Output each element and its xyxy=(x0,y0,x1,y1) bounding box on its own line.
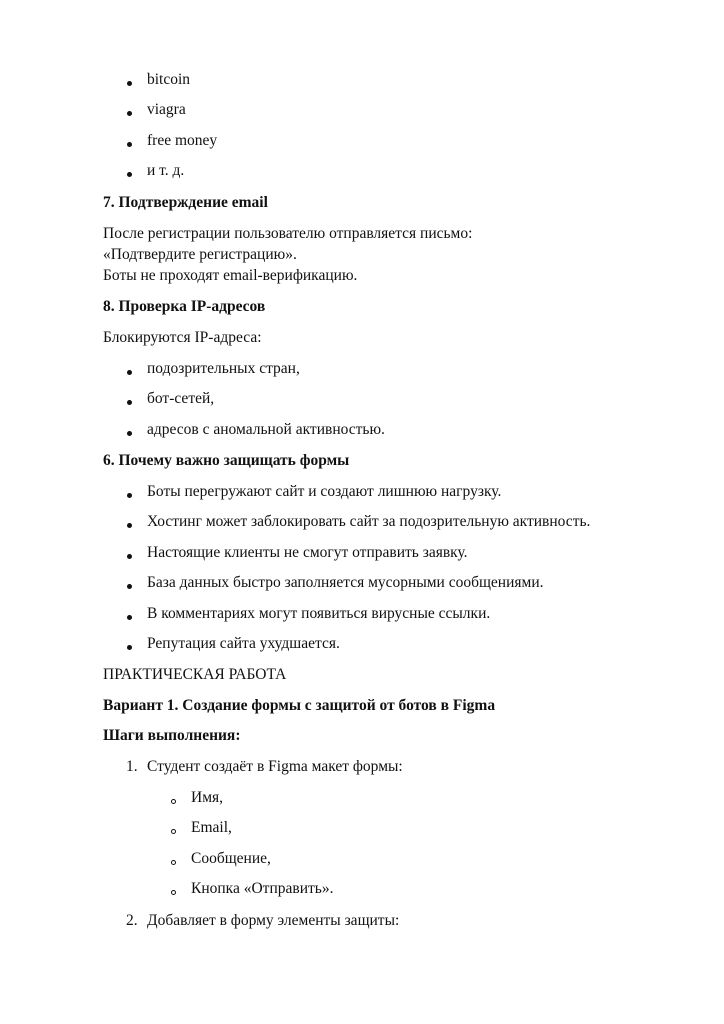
bullet-icon xyxy=(127,584,132,589)
bullet-icon xyxy=(127,400,132,405)
paragraph-line: Блокируются IP-адреса: xyxy=(103,329,262,346)
list-item: подозрительных стран, xyxy=(147,360,300,377)
list-item: База данных быстро заполняется мусорными сообщениями. xyxy=(147,574,544,591)
bullet-icon xyxy=(127,554,132,559)
step-text: Студент создаёт в Figma макет формы: xyxy=(147,758,403,775)
sub-list-item: Сообщение, xyxy=(191,850,271,867)
list-item: Репутация сайта ухудшается. xyxy=(147,635,340,652)
circle-bullet-icon xyxy=(171,799,176,804)
bullet-icon xyxy=(127,645,132,650)
circle-bullet-icon xyxy=(171,860,176,865)
step-number: 2. xyxy=(126,912,138,929)
paragraph-line: «Подтвердите регистрацию». xyxy=(103,246,297,263)
sub-list-item: Имя, xyxy=(191,789,224,806)
list-item: и т. д. xyxy=(147,162,185,179)
list-item: viagra xyxy=(147,101,186,118)
section-heading-why: 6. Почему важно защищать формы xyxy=(103,452,350,469)
bullet-icon xyxy=(127,81,132,86)
paragraph-line: После регистрации пользователю отправляется письмо: xyxy=(103,225,473,242)
bullet-icon xyxy=(127,523,132,528)
paragraph-line: Боты не проходят email-верификацию. xyxy=(103,267,358,284)
bullet-icon xyxy=(127,142,132,147)
list-item: Боты перегружают сайт и создают лишнюю нагрузку. xyxy=(147,483,502,500)
list-item: bitcoin xyxy=(147,71,191,88)
circle-bullet-icon xyxy=(171,890,176,895)
bullet-icon xyxy=(127,172,132,177)
bullet-icon xyxy=(127,370,132,375)
steps-heading: Шаги выполнения: xyxy=(103,727,241,744)
bullet-icon xyxy=(127,431,132,436)
circle-bullet-icon xyxy=(171,829,176,834)
section-heading-ip: 8. Проверка IP-адресов xyxy=(103,298,266,315)
bullet-icon xyxy=(127,111,132,116)
list-item: адресов с аномальной активностью. xyxy=(147,421,385,438)
sub-list-item: Кнопка «Отправить». xyxy=(191,880,334,897)
section-heading-email: 7. Подтверждение email xyxy=(103,194,268,211)
list-item: Хостинг может заблокировать сайт за подозрительную активность. xyxy=(147,513,591,530)
step-number: 1. xyxy=(126,758,138,775)
step-text: Добавляет в форму элементы защиты: xyxy=(147,912,400,929)
bullet-icon xyxy=(127,615,132,620)
list-item: free money xyxy=(147,132,218,149)
list-item: бот-сетей, xyxy=(147,390,215,407)
list-item: Настоящие клиенты не смогут отправить заявку. xyxy=(147,544,468,561)
bullet-icon xyxy=(127,493,132,498)
practical-title: ПРАКТИЧЕСКАЯ РАБОТА xyxy=(103,666,287,683)
list-item: В комментариях могут появиться вирусные ссылки. xyxy=(147,605,491,622)
variant-heading: Вариант 1. Создание формы с защитой от ботов в Figma xyxy=(103,697,496,714)
sub-list-item: Email, xyxy=(191,819,232,836)
